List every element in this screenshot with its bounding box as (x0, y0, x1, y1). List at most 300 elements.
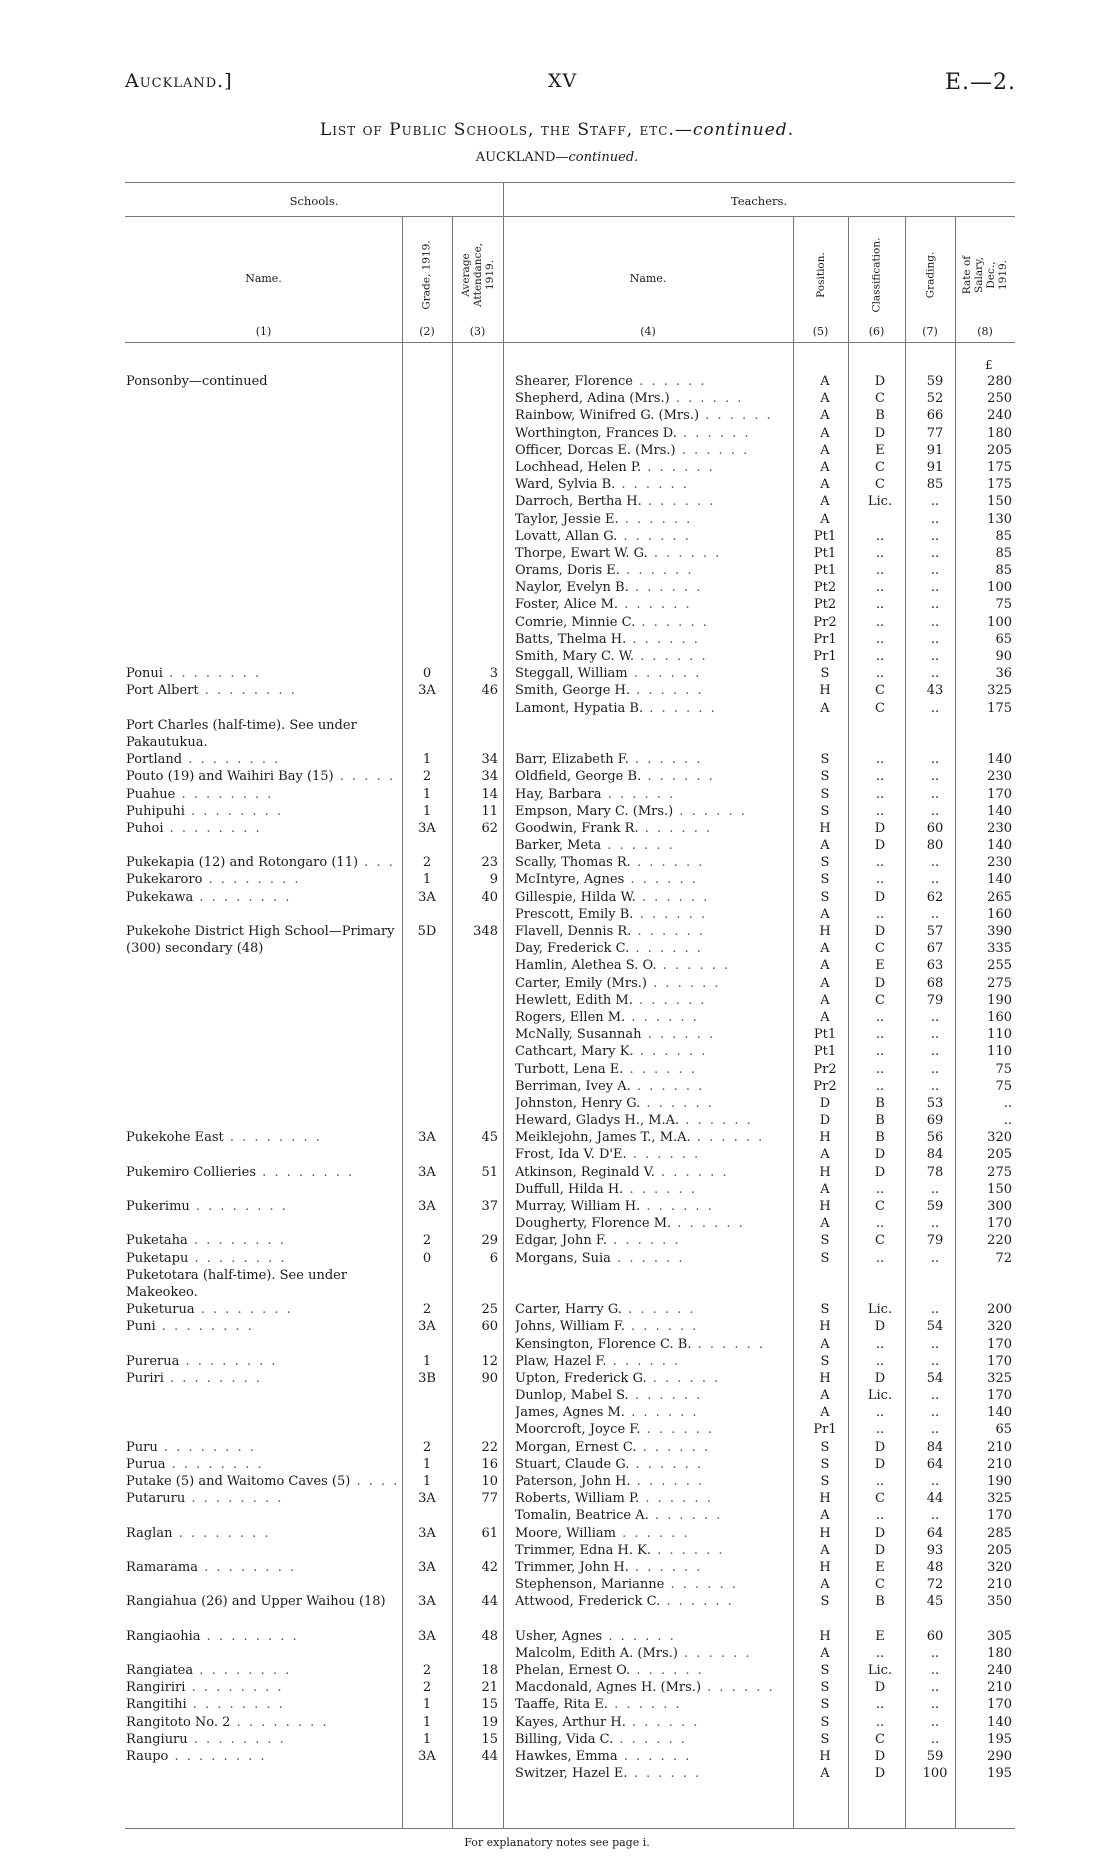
salary-cell: 170 (987, 1336, 1012, 1352)
teacher-name-cell: Rainbow, Winifred G. (Mrs.) . . (515, 407, 805, 424)
colnum-3: (3) (469, 325, 486, 338)
grading-cell: .. (930, 1508, 940, 1524)
position-cell: A (820, 391, 830, 407)
salary-cell: .. (1003, 1113, 1012, 1129)
position-cell: Pr1 (813, 649, 837, 664)
classification-cell: .. (875, 1353, 885, 1369)
teacher-name-cell: Morgans, Suia . . (515, 1250, 805, 1267)
header-top-rule (125, 182, 1015, 183)
colnum-8: (8) (977, 325, 993, 338)
salary-cell: 75 (995, 597, 1012, 613)
teacher-name-cell: Johnston, Henry G. . . (515, 1095, 805, 1112)
teacher-name-cell: Thorpe, Ewart W. G. . . (515, 545, 805, 562)
teacher-name-cell: McNally, Susannah . . (515, 1026, 805, 1043)
teacher-name-cell: Paterson, John H. . . (515, 1473, 805, 1490)
position-cell: A (820, 906, 830, 922)
table-row (0, 992, 1114, 1009)
classification-cell: .. (875, 803, 885, 819)
position-cell: S (820, 1233, 830, 1249)
teacher-name-cell: Lamont, Hypatia B. . . (515, 700, 805, 717)
classification-cell: D (874, 1147, 886, 1163)
classification-cell: C (875, 1491, 885, 1507)
group-schools: Schools. (289, 194, 339, 208)
grading-cell: .. (930, 1250, 940, 1266)
salary-cell: 75 (995, 1061, 1012, 1077)
grading-cell: 100 (922, 1766, 948, 1782)
classification-cell: D (874, 1370, 886, 1386)
attendance-cell: 40 (481, 889, 498, 905)
attendance-cell: 34 (481, 752, 498, 768)
grading-cell: .. (930, 1044, 940, 1060)
position-cell: A (820, 1542, 830, 1558)
teacher-name-cell: Taaffe, Rita E. . . (515, 1696, 805, 1713)
classification-cell: D (874, 1766, 886, 1782)
attendance-cell: 11 (481, 803, 498, 819)
attendance-cell: 44 (481, 1749, 498, 1764)
grading-cell: 59 (926, 374, 944, 389)
teacher-name-cell: Hewlett, Edith M. . . (515, 992, 805, 1009)
classification-cell: D (874, 889, 886, 905)
salary-cell: 170 (987, 786, 1012, 802)
classification-cell: B (875, 408, 885, 424)
salary-cell: 85 (995, 563, 1012, 579)
table-row (0, 1043, 1114, 1060)
salary-cell: 220 (987, 1233, 1012, 1249)
salary-cell: 205 (987, 442, 1012, 458)
teacher-name-cell: Smith, George H. . . (515, 682, 805, 699)
attendance-cell: 34 (481, 769, 498, 785)
classification-cell: .. (875, 631, 885, 647)
grading-cell: .. (930, 1336, 940, 1352)
classification-cell: .. (875, 752, 885, 768)
salary-cell: 150 (987, 494, 1012, 510)
school-name-cell: Portland . . (126, 751, 402, 768)
salary-cell: 140 (987, 803, 1012, 819)
grading-cell: 79 (926, 1233, 944, 1249)
position-cell: D (819, 1095, 831, 1111)
teacher-name-cell: Frost, Ida V. D'E. . . (515, 1146, 805, 1163)
grading-cell: .. (930, 494, 940, 510)
classification-cell: C (875, 1731, 885, 1747)
group-rule (125, 216, 1015, 217)
classification-cell: D (874, 374, 886, 389)
school-name-cell: Rangiatea . . (126, 1662, 402, 1679)
salary-cell: 200 (987, 1302, 1012, 1318)
attendance-cell: 6 (489, 1250, 498, 1266)
teacher-name-cell: Heward, Gladys H., M.A. . . (515, 1112, 805, 1129)
salary-cell: 305 (987, 1628, 1012, 1644)
position-cell: S (820, 1714, 830, 1730)
grade-cell: 1 (422, 1697, 432, 1713)
teacher-name-cell: Lochhead, Helen P. . . (515, 459, 805, 476)
classification-cell: D (874, 1164, 886, 1180)
grade-cell: 2 (422, 1663, 432, 1679)
salary-cell: 325 (987, 1491, 1012, 1507)
attendance-cell: 19 (481, 1714, 498, 1730)
attendance-cell: 15 (481, 1731, 498, 1747)
teacher-name-cell: Barr, Elizabeth F. . . (515, 751, 805, 768)
table-row (0, 1525, 1114, 1542)
col-grade: Grade, 1919. (421, 240, 433, 310)
grading-cell: .. (930, 1405, 940, 1421)
grading-cell: .. (930, 786, 940, 802)
grading-cell: .. (930, 545, 940, 561)
teacher-name-cell: McIntyre, Agnes . . (515, 871, 805, 888)
attendance-cell: 16 (481, 1456, 498, 1472)
grading-cell: 77 (926, 425, 944, 441)
grade-cell: 3A (418, 1749, 436, 1764)
teacher-name-cell: Dunlop, Mabel S. . . (515, 1387, 805, 1404)
table-row (0, 665, 1114, 682)
grade-cell: 3A (418, 1594, 436, 1610)
table-row (0, 425, 1114, 442)
classification-cell: .. (875, 1027, 885, 1043)
table-row (0, 459, 1114, 476)
table-row (0, 906, 1114, 923)
teacher-name-cell: Darroch, Bertha H. . . (515, 493, 805, 510)
teacher-name-cell: Hamlin, Alethea S. O. . . (515, 957, 805, 974)
teacher-name-cell: Batts, Thelma H. . . (515, 631, 805, 648)
table-row (0, 1645, 1114, 1662)
footer-note: For explanatory notes see page i. (464, 1836, 650, 1849)
position-cell: A (820, 1009, 830, 1025)
teacher-name-cell: Kensington, Florence C. B. . . (515, 1336, 805, 1353)
table-row (0, 1129, 1114, 1146)
table-row (0, 1250, 1114, 1267)
table-row (0, 957, 1114, 974)
classification-cell: Lic. (867, 1663, 893, 1679)
grading-cell: 78 (926, 1164, 944, 1180)
position-cell: A (820, 975, 830, 991)
table-row (0, 1284, 1114, 1301)
grade-cell: 3A (418, 1628, 436, 1644)
classification-cell: C (875, 459, 885, 475)
school-name-cell: Raglan . . (126, 1525, 402, 1542)
table-row (0, 975, 1114, 992)
attendance-cell: 22 (481, 1439, 498, 1455)
salary-cell: 75 (995, 1078, 1012, 1094)
grade-cell: 3A (418, 1130, 436, 1146)
grade-cell: 1 (422, 1456, 432, 1472)
salary-cell: 250 (987, 391, 1012, 407)
grading-cell: .. (930, 528, 940, 544)
classification-cell: .. (875, 1714, 885, 1730)
salary-cell: 265 (987, 889, 1012, 905)
teacher-name-cell: Phelan, Ernest O. . . (515, 1662, 805, 1679)
salary-cell: 230 (987, 855, 1012, 871)
salary-cell: 230 (987, 769, 1012, 785)
table-row (0, 1507, 1114, 1524)
attendance-cell: 3 (489, 666, 498, 682)
table-row (0, 1181, 1114, 1198)
position-cell: S (820, 1474, 830, 1489)
teacher-name-cell: Shepherd, Adina (Mrs.) . . (515, 390, 805, 407)
classification-cell: C (875, 1233, 885, 1249)
school-name-cell: Puketaha . . (126, 1232, 402, 1249)
position-cell: H (819, 1559, 831, 1575)
salary-cell: 175 (987, 477, 1012, 493)
table-row (0, 734, 1114, 751)
table-row (0, 1748, 1114, 1765)
classification-cell: D (874, 838, 886, 854)
grading-cell: 67 (926, 941, 944, 957)
grading-cell: .. (930, 700, 940, 716)
classification-cell: .. (875, 649, 885, 664)
grading-cell: .. (930, 769, 940, 785)
table-row (0, 1593, 1114, 1610)
grading-cell: .. (930, 1474, 940, 1489)
attendance-cell: 37 (481, 1199, 498, 1214)
position-cell: A (820, 1336, 830, 1352)
classification-cell: D (874, 1319, 886, 1335)
table-row (0, 871, 1114, 888)
classification-cell: D (874, 924, 886, 939)
salary-cell: 65 (995, 1422, 1012, 1438)
salary-cell: 195 (987, 1766, 1012, 1782)
grading-cell: .. (930, 1422, 940, 1438)
currency-symbol: £ (985, 358, 993, 372)
grading-cell: .. (930, 1388, 940, 1404)
salary-cell: 100 (987, 614, 1012, 630)
school-name-cell: Puhoi . . (126, 820, 402, 837)
grading-cell: .. (930, 1302, 940, 1318)
salary-cell: .. (1003, 1095, 1012, 1111)
position-cell: H (819, 1525, 831, 1541)
teacher-name-cell: Smith, Mary C. W. . . (515, 648, 805, 665)
classification-cell: .. (875, 786, 885, 802)
col-rate: Rate of Salary, Dec., 1919. (961, 255, 1009, 295)
grade-cell: 2 (422, 1439, 432, 1455)
teacher-name-cell: Turbott, Lena E. . . (515, 1061, 805, 1078)
position-cell: A (820, 958, 830, 974)
teacher-name-cell: Cathcart, Mary K. . . (515, 1043, 805, 1060)
salary-cell: 210 (987, 1577, 1012, 1593)
teacher-name-cell: Johns, William F. . . (515, 1318, 805, 1335)
attendance-cell: 48 (481, 1628, 498, 1644)
attendance-cell: 25 (481, 1302, 498, 1318)
position-cell: A (820, 459, 830, 475)
table-row (0, 1473, 1114, 1490)
attendance-cell: 21 (481, 1680, 498, 1696)
table-row (0, 614, 1114, 631)
classification-cell: E (875, 1628, 885, 1644)
grading-cell: .. (930, 614, 940, 630)
salary-cell: 180 (987, 425, 1012, 441)
salary-cell: 90 (995, 649, 1012, 664)
teacher-name-cell: Duffull, Hilda H. . . (515, 1181, 805, 1198)
grading-cell: .. (930, 1663, 940, 1679)
attendance-cell: 45 (481, 1130, 498, 1146)
salary-cell: 285 (987, 1525, 1012, 1541)
table-row (0, 476, 1114, 493)
classification-cell: .. (875, 1508, 885, 1524)
grade-cell: 1 (422, 752, 432, 768)
school-name-cell: Ponsonby—continued (126, 374, 268, 389)
page-header-left: Auckland.] (125, 70, 233, 92)
school-name-cell: Purua . . (126, 1456, 402, 1473)
grade-cell: 3A (418, 1491, 436, 1507)
classification-cell: D (874, 1749, 886, 1764)
teacher-name-cell: Foster, Alice M. . . (515, 596, 805, 613)
grade-cell: 5D (417, 924, 437, 939)
grading-cell: 84 (926, 1147, 944, 1163)
classification-cell: C (875, 992, 885, 1008)
page-header-right: E.—2. (945, 70, 1017, 95)
teacher-name-cell: Usher, Agnes . . (515, 1628, 805, 1645)
attendance-cell: 60 (481, 1319, 498, 1335)
grading-cell: .. (930, 1714, 940, 1730)
salary-cell: 325 (987, 683, 1012, 699)
table-row (0, 1387, 1114, 1404)
classification-cell: .. (875, 1336, 885, 1352)
classification-cell: D (874, 425, 886, 441)
position-cell: S (820, 1731, 830, 1747)
teacher-name-cell: Goodwin, Frank R. . . (515, 820, 805, 837)
teacher-name-cell: Moorcroft, Joyce F. . . (515, 1421, 805, 1438)
salary-cell: 325 (987, 1370, 1012, 1386)
position-cell: A (820, 1388, 830, 1404)
teacher-name-cell: Stephenson, Marianne . . (515, 1576, 805, 1593)
classification-cell: Lic. (867, 494, 893, 510)
position-cell: Pr2 (813, 1078, 837, 1094)
salary-cell: 36 (995, 666, 1012, 682)
school-name-cell: Putaruru . . (126, 1490, 402, 1507)
position-cell: H (819, 1491, 831, 1507)
school-name-cell: Rangiuru . . (126, 1731, 402, 1748)
table-row (0, 1336, 1114, 1353)
teacher-name-cell: Steggall, William . . (515, 665, 805, 682)
position-cell: Pr1 (813, 1422, 837, 1438)
teacher-name-cell: Naylor, Evelyn B. . . (515, 579, 805, 596)
table-row (0, 511, 1114, 528)
teacher-name-cell: Worthington, Frances D. . . (515, 425, 805, 442)
col-classification: Classification. (870, 237, 883, 313)
grading-cell: .. (930, 1009, 940, 1025)
classification-cell: B (875, 1095, 885, 1111)
position-cell: H (819, 1749, 831, 1764)
grading-cell: .. (930, 1181, 940, 1197)
grade-cell: 3A (418, 1199, 436, 1214)
attendance-cell: 9 (489, 872, 498, 888)
grading-cell: .. (930, 511, 940, 527)
position-cell: H (819, 924, 831, 939)
attendance-cell: 10 (481, 1474, 498, 1489)
school-name-cell: Puketotara (half-time). See under Makeokeo. (126, 1267, 348, 1300)
grading-cell: 45 (926, 1594, 944, 1610)
grade-cell: 1 (422, 1731, 432, 1747)
salary-cell: 140 (987, 1714, 1012, 1730)
classification-cell: D (874, 975, 886, 991)
school-name-cell: Puahue . . (126, 786, 402, 803)
teacher-name-cell: Moore, William . . (515, 1525, 805, 1542)
footer-rule (125, 1828, 1015, 1829)
table-row (0, 837, 1114, 854)
classification-cell: .. (875, 1181, 885, 1197)
table-row (0, 631, 1114, 648)
table-row (0, 889, 1114, 906)
grade-cell: 2 (422, 1680, 432, 1696)
salary-cell: 290 (987, 1749, 1012, 1764)
col-school-name: Name. (245, 272, 282, 285)
table-row (0, 751, 1114, 768)
position-cell: S (820, 1663, 830, 1679)
position-cell: A (820, 374, 830, 389)
attendance-cell: 90 (481, 1370, 498, 1386)
table-row (0, 1267, 1114, 1300)
salary-cell: 140 (987, 872, 1012, 888)
table-row (0, 1026, 1114, 1043)
position-cell: S (820, 1680, 830, 1696)
table-row (0, 803, 1114, 820)
salary-cell: 390 (987, 924, 1012, 939)
table-row (0, 545, 1114, 562)
position-cell: S (820, 803, 830, 819)
position-cell: A (820, 992, 830, 1008)
grading-cell: 84 (926, 1439, 944, 1455)
table-row (0, 940, 1114, 957)
grading-cell: .. (930, 1027, 940, 1043)
school-name-cell: Rangitoto No. 2 . . (126, 1714, 402, 1731)
salary-cell: 150 (987, 1181, 1012, 1197)
grading-cell: 48 (926, 1559, 944, 1575)
salary-cell: 140 (987, 752, 1012, 768)
grading-cell: 60 (926, 1628, 944, 1644)
teacher-name-cell: Hay, Barbara . . (515, 786, 805, 803)
salary-cell: 140 (987, 838, 1012, 854)
table-row (0, 1576, 1114, 1593)
grading-cell: 63 (926, 958, 944, 974)
grade-cell: 1 (422, 803, 432, 819)
classification-cell: Lic. (867, 1302, 893, 1318)
teacher-name-cell: Hawkes, Emma . . (515, 1748, 805, 1765)
classification-cell: .. (875, 1697, 885, 1713)
position-cell: Pt1 (813, 545, 837, 561)
school-name-cell: Puni . . (126, 1318, 402, 1335)
salary-cell: 275 (987, 1164, 1012, 1180)
classification-cell: .. (875, 666, 885, 682)
school-name-cell: Rangiahua (26) and Upper Waihou (18) (126, 1594, 386, 1610)
grading-cell: .. (930, 1697, 940, 1713)
grading-cell: .. (930, 803, 940, 819)
classification-cell: .. (875, 1405, 885, 1421)
teacher-name-cell: Upton, Frederick G. . . (515, 1370, 805, 1387)
table-row (0, 1078, 1114, 1095)
teacher-name-cell: Trimmer, Edna H. K. . . (515, 1542, 805, 1559)
school-name-cell: Puketapu . . (126, 1250, 402, 1267)
position-cell: S (820, 889, 830, 905)
teacher-name-cell: Comrie, Minnie C. . . (515, 614, 805, 631)
salary-cell: 170 (987, 1508, 1012, 1524)
grade-cell: 2 (422, 769, 432, 785)
position-cell: A (820, 700, 830, 716)
table-row (0, 1301, 1114, 1318)
colnum-7: (7) (922, 325, 938, 338)
salary-cell: 160 (987, 906, 1012, 922)
grading-cell: 52 (926, 391, 944, 407)
attendance-cell: 62 (481, 820, 498, 836)
salary-cell: 72 (995, 1250, 1012, 1266)
table-row (0, 1679, 1114, 1696)
teacher-name-cell: James, Agnes M. . . (515, 1404, 805, 1421)
table-row (0, 1009, 1114, 1026)
school-name-cell: Pukerimu . . (126, 1198, 402, 1215)
classification-cell: .. (875, 1422, 885, 1438)
table-row (0, 407, 1114, 424)
teacher-name-cell: Murray, William H. . . (515, 1198, 805, 1215)
col-grading: Grading. (923, 251, 936, 299)
attendance-cell: 44 (481, 1594, 498, 1610)
teacher-name-cell: Dougherty, Florence M. . . (515, 1215, 805, 1232)
